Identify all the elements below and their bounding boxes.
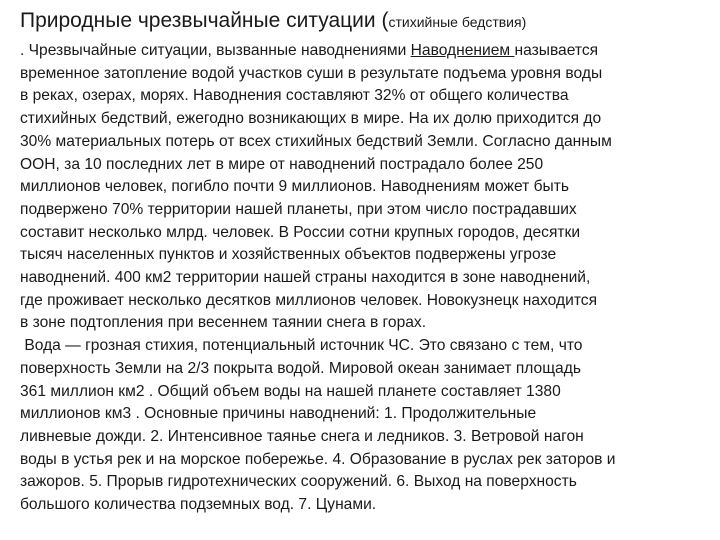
text-line: поверхность Земли на 2/3 покрыта водой. Мировой океан занимает площадь: [20, 359, 581, 377]
text-line: в зоне подтопления при весеннем таянии снега в горах.: [20, 314, 427, 332]
text-line: ООН, за 10 последних лет в мире от наводнений пострадало более 250: [20, 155, 544, 173]
text-line: составит несколько млрд. человек. В России сотни крупных городов, десятки: [20, 223, 581, 241]
text-line: воды в устья рек и на морское побережье. 4. Образование в руслах рек заторов и: [20, 450, 616, 468]
text-line: большого количества подземных вод. 7. Цунами.: [20, 496, 377, 514]
text-line: временное затопление водой участков суши в результате подъема уровня воды: [20, 64, 603, 82]
body-text: [20, 40, 710, 517]
text-line: где проживает несколько десятков миллионов человек. Новокузнецк находится: [20, 291, 598, 309]
underlined-term: Наводнением: [410, 42, 515, 59]
text-line: 30% материальных потерь от всех стихийных бедствий Земли. Согласно данным: [20, 132, 612, 150]
text-line: тысяч населенных пунктов и хозяйственных объектов подвержены угрозе: [20, 246, 557, 264]
text-line: 361 миллион км2 . Общий объем воды на нашей планете составляет 1380: [20, 382, 561, 400]
paragraph-lead: . Чрезвычайные ситуации, вызванные наводнениями: [20, 42, 411, 59]
text-line: миллионов км3 . Основные причины наводнений: 1. Продолжительные: [20, 405, 537, 423]
paragraph-lead-end: называется: [514, 42, 599, 59]
text-line: миллионов человек, погибло почти 9 миллионов. Наводнениям может быть: [20, 178, 570, 196]
text-line: зажоров. 5. Прорыв гидротехнических сооружений. 6. Выход на поверхность: [20, 473, 577, 491]
slide-title: [20, 6, 710, 37]
text-line: ливневые дожди. 2. Интенсивное таянье снега и ледников. 3. Ветровой нагон: [20, 427, 584, 445]
text-line: Вода — грозная стихия, потенциальный источник ЧС. Это связано с тем, что: [20, 337, 583, 355]
text-line: стихийных бедствий, ежегодно возникающих в мире. На их долю приходится до: [20, 110, 602, 128]
text-line: подвержено 70% территории нашей планеты, при этом число пострадавших: [20, 200, 577, 218]
title-main: Природные чрезвычайные ситуации (: [20, 9, 389, 32]
text-line: [20, 40, 710, 63]
title-subtitle: стихийные бедствия): [388, 14, 527, 30]
text-line: в реках, озерах, морях. Наводнения составляют 32% от общего количества: [20, 87, 569, 105]
text-line: наводнений. 400 км2 территории нашей страны находится в зоне наводнений,: [20, 269, 591, 287]
